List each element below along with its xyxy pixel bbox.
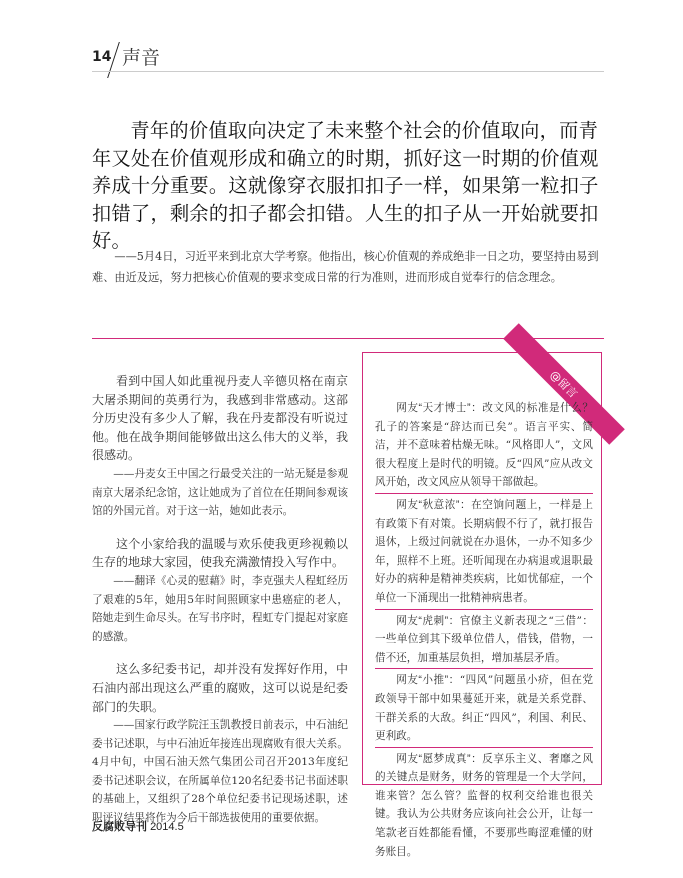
quote-comment: ——丹麦女王中国之行最受关注的一站无疑是参观南京大屠杀纪念馆，这让她成为了首位在任期间参观该馆的外国元首。对于这一站，她如此表示。 — [92, 467, 348, 518]
quotes-column — [92, 372, 348, 828]
featured-quote: 青年的价值取向决定了未来整个社会的价值取向，而青年又处在价值观形成和确立的时期，抓好这一时期的价值观养成十分重要。这就像穿衣服扣扣子一样，如果第一粒扣子扣错了，剩余的扣子都会扣错。人生的扣子从一开始就要扣好。 — [92, 119, 599, 253]
netizen-message: 网友“秋意浓”：在空饷问题上，一样是上有政策下有对策。长期病假不行了，就打报告退休，上级过问就说在办退休，一办不知多少年，照样不上班。还听闻现在办病退或退职最好办的病种是精神类疾病，比如忧郁症，一个单位一下涌现出一批精神病患者。 — [375, 498, 594, 604]
header-rule — [92, 71, 604, 72]
netizen-message: 网友“天才博士”：改文风的标准是什么？孔子的答案是“辞达而已矣”。语言平实、简洁，并不意味着枯燥无味。“风格即人”，文风很大程度上是时代的明镜。反“四风”应从改文风开始，改文风应从领导干部做起。 — [375, 402, 593, 489]
journal-footer — [92, 818, 184, 834]
featured-quote-source: ——5月4日，习近平来到北京大学考察。他指出，核心价值观的养成绝非一日之功，要坚持由易到难、由近及远，努力把核心价值观的要求变成日常的行为准则，进而形成自觉奉行的信念理念。 — [92, 250, 599, 284]
quote-text: 看到中国人如此重视丹麦人辛德贝格在南京大屠杀期间的英勇行为，我感到非常感动。这部分历史没有多少人了解，我在丹麦都没有听说过他。他在战争期间能够做出这么伟大的义举，我很感动。 — [92, 374, 348, 463]
quote-comment: ——翻译《心灵的慰藉》时，李克强夫人程虹经历了艰难的5年，她用5年时间照顾家中患癌症的老人，陪她走到生命尽头。在写书序时，程虹专门提起对家庭的感激。 — [92, 574, 348, 643]
issue-number: 2014.5 — [150, 821, 184, 833]
netizen-message: 网友“小推”：“四风”问题虽小疥，但在党政领导干部中如果蔓延开来，就是关系党群、干群关系的大敌。纠正“四风”，利国、利民、更利政。 — [375, 674, 593, 743]
message-ribbon: @留言 — [503, 323, 625, 445]
journal-name: 反腐败导刊 — [92, 821, 147, 833]
netizen-message: 网友“愿梦成真”：反享乐主义、奢靡之风的关键点是财务，财务的管理是一个大学问，谁来管？怎么管？监督的权利交给谁也很关键。我认为公共财务应该向社会公开，让每一笔款老百姓都能看懂，不要那些晦涩难懂的财务账目。 — [375, 752, 593, 858]
message-separator — [375, 609, 593, 610]
message-separator — [375, 668, 593, 669]
section-title: 声音 — [122, 47, 161, 69]
message-separator — [375, 747, 593, 748]
quote-text: 这么多纪委书记，却并没有发挥好作用，中石油内部出现这么严重的腐败，这可以说是纪委部门的失职。 — [92, 662, 348, 714]
message-sidebar — [362, 352, 602, 858]
page-number: 14 — [92, 49, 112, 65]
quote-text: 这个小家给我的温暖与欢乐使我更珍视赖以生存的地球大家园，使我充满激情投入写作中。 — [92, 536, 348, 570]
message-separator — [375, 493, 593, 494]
quote-comment: ——国家行政学院汪玉凯教授日前表示，中石油纪委书记述职，与中石油近年接连出现腐败有很大关系。4月中旬，中国石油天然气集团公司召开2013年度纪委书记述职会议，在所属单位120名纪委书记书面述职的基础上，又组织了28个单位纪委书记现场述职，述职评议结果将作为今后干部选拔使用的重要依据。 — [92, 719, 348, 825]
netizen-message: 网友“虎刺”：官僚主义新表现之“三借”：一些单位到其下级单位借人，借钱，借物，一借不还，加重基层负担，增加基层矛盾。 — [375, 614, 593, 664]
